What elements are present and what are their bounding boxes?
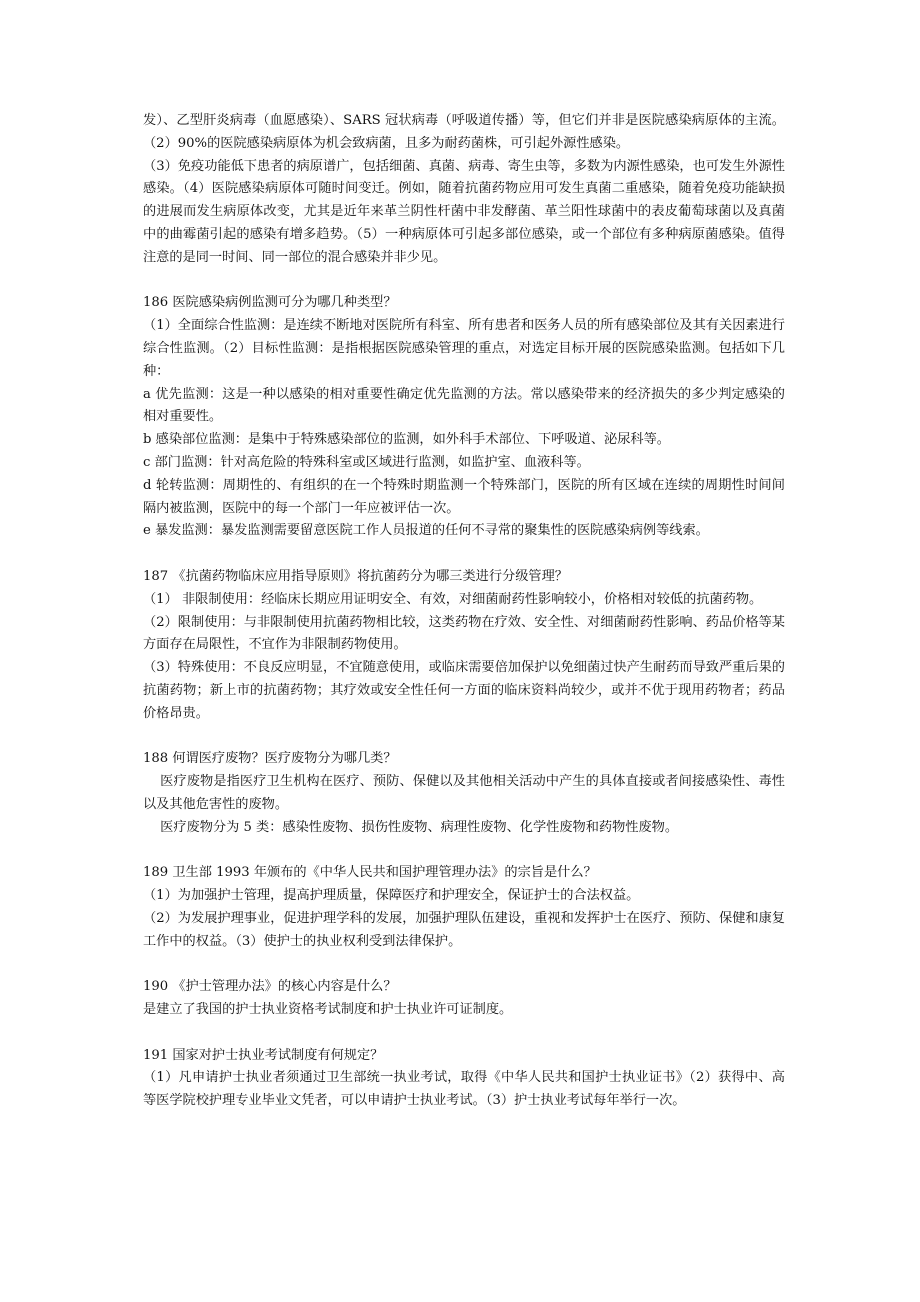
- question-186-title: 186 医院感染病例监测可分为哪几种类型？: [143, 295, 397, 311]
- question-187-title: 187 《抗菌药物临床应用指导原则》将抗菌药分为哪三类进行分级管理？: [143, 568, 568, 584]
- question-186-paragraph-3: b 感染部位监测：是集中于特殊感染部位的监测，如外科手术部位、下呼吸道、泌尿科等。: [143, 432, 670, 448]
- question-186-paragraph-1: （1）全面综合性监测：是连续不断地对医院所有科室、所有患者和医务人员的所有感染部位及其有关因素进行综合性监测。（2）目标性监测：是指根据医院感染管理的重点，对选定目标开展的医院感染监测。包括如下几种：: [143, 318, 785, 379]
- question-186-paragraph-2: a 优先监测：这是一种以感染的相对重要性确定优先监测的方法。常以感染带来的经济损失的多少判定感染的相对重要性。: [143, 386, 785, 425]
- question-188-title: 188 何谓医疗废物？医疗废物分为哪几类？: [143, 751, 397, 767]
- question-188: [143, 748, 785, 839]
- question-191-paragraph-1: （1）凡申请护士执业者须通过卫生部统一执业考试，取得《中华人民共和国护士执业证书》（2）获得中、高等医学院校护理专业毕业文凭者，可以申请护士执业考试。（3）护士执业考试每年举行一次。: [143, 1070, 785, 1109]
- document-page: [143, 110, 785, 1113]
- question-190: [143, 976, 785, 1022]
- question-189: [143, 862, 785, 953]
- question-189-paragraph-1: （1）为加强护士管理，提高护理质量，保障医疗和护理安全，保证护士的合法权益。: [143, 888, 640, 904]
- question-187-paragraph-1: （1） 非限制使用：经临床长期应用证明安全、有效，对细菌耐药性影响较小，价格相对较低的抗菌药物。: [143, 591, 763, 607]
- question-186-paragraph-6: e 暴发监测：暴发监测需要留意医院工作人员报道的任何不寻常的聚集性的医院感染病例等线索。: [143, 523, 709, 539]
- question-189-paragraph-2: （2）为发展护理事业，促进护理学科的发展，加强护理队伍建设，重视和发挥护士在医疗、预防、保健和康复工作中的权益。（3）使护士的执业权利受到法律保护。: [143, 910, 785, 949]
- question-186: [143, 292, 785, 543]
- question-187-paragraph-3: （3）特殊使用：不良反应明显，不宜随意使用，或临床需要倍加保护以免细菌过快产生耐药而导致严重后果的抗菌药物；新上市的抗菌药物；其疗效或安全性任何一方面的临床资料尚较少，或并不优于现用药物者；药品价格昂贵。: [143, 660, 785, 721]
- intro-paragraph-2: （3）免疫功能低下患者的病原谱广，包括细菌、真菌、病毒、寄生虫等，多数为内源性感染，也可发生外源性感染。（4）医院感染病原体可随时间变迁。例如，随着抗菌药物应用可发生真菌二重感染，随着免疫功能缺损的进展而发生病原体改变，尤其是近年来革兰阴性杆菌中非发酵菌、革兰阳性球菌中的表皮葡萄球菌以及真菌中的曲霉菌引起的感染有增多趋势。（5）一种病原体可引起多部位感染，或一个部位有多种病原菌感染。值得注意的是同一时间、同一部位的混合感染并非少见。: [143, 158, 785, 265]
- question-188-paragraph-2: 医疗废物分为 5 类：感染性废物、损伤性废物、病理性废物、化学性废物和药物性废物。: [160, 819, 679, 835]
- question-191-title: 191 国家对护士执业考试制度有何规定？: [143, 1047, 384, 1063]
- intro-paragraph-1: 发）、乙型肝炎病毒（血愿感染）、SARS 冠状病毒（呼吸道传播）等，但它们并非是医院感染病原体的主流。（2）90%的医院感染病原体为机会致病菌，且多为耐药菌株，可引起外源性感染。: [143, 113, 785, 151]
- question-191: [143, 1045, 785, 1113]
- question-187-paragraph-2: （2）限制使用：与非限制使用抗菌药物相比较，这类药物在疗效、安全性、对细菌耐药性影响、药品价格等某方面存在局限性，不宜作为非限制药物使用。: [143, 614, 785, 653]
- question-186-paragraph-4: c 部门监测：针对高危险的特殊科室或区域进行监测，如监护室、血液科等。: [143, 454, 590, 470]
- question-188-paragraph-1: 医疗废物是指医疗卫生机构在医疗、预防、保健以及其他相关活动中产生的具体直接或者间接感染性、毒性以及其他危害性的废物。: [143, 774, 785, 812]
- question-190-paragraph-1: 是建立了我国的护士执业资格考试制度和护士执业许可证制度。: [143, 1002, 513, 1018]
- question-189-title: 189 卫生部 1993 年颁布的《中华人民共和国护理管理办法》的宗旨是什么？: [143, 865, 597, 881]
- question-187: [143, 566, 785, 726]
- question-186-paragraph-5: d 轮转监测：周期性的、有组织的在一个特殊时期监测一个特殊部门，医院的所有区域在连续的周期性时间间隔内被监测，医院中的每一个部门一年应被评估一次。: [143, 477, 785, 516]
- question-190-title: 190 《护士管理办法》的核心内容是什么？: [143, 979, 397, 995]
- intro-section: [143, 110, 785, 270]
